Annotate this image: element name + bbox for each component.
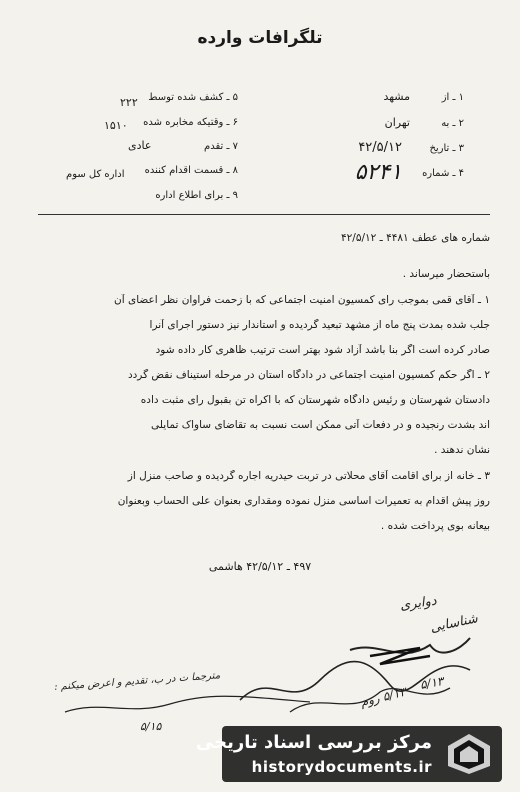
header-priority-label: ۷ ـ تقدم: [204, 141, 238, 152]
header-from-label: ۱ ـ از: [441, 92, 464, 103]
archive-logo-icon: [446, 732, 492, 776]
body-line: ۱ ـ آقای قمی بموجب رای کمسیون امنیت اجتماعی که با زحمت فراوان نظر اعضای آن: [114, 294, 490, 306]
handwritten-note: مترجما ت در ب، تقدیم و اعرض میکنم :: [53, 670, 221, 693]
reference-numbers: شماره های عطف ۴۴۸۱ ـ ۴۲/۵/۱۲: [341, 232, 490, 244]
header-decoded-label: ۵ ـ کشف شده توسط: [148, 92, 238, 103]
header-priority-value: عادی: [128, 139, 152, 152]
body-line: نشان ندهند .: [434, 444, 490, 456]
header-from-value: مشهد: [383, 90, 410, 103]
header-dept-label: ۸ ـ قسمت اقدام کننده: [144, 165, 238, 176]
header-decoded-value: ۲۲۲: [120, 96, 138, 109]
header-dept-value: اداره کل سوم: [66, 169, 125, 180]
handwritten-note: ۵/۱۵: [140, 720, 162, 733]
document-title: تلگرافات وارده: [197, 28, 323, 48]
header-date-label: ۳ ـ تاریخ: [429, 143, 464, 154]
archive-watermark: [195, 726, 502, 782]
body-line: باستحضار میرساند .: [402, 268, 490, 280]
handwritten-note: دوایری: [399, 593, 438, 614]
header-sent-value: ۱۵۱۰: [104, 119, 128, 132]
header-number-value: ۵۲۴۱: [354, 160, 402, 185]
header-to-label: ۲ ـ به: [441, 118, 464, 129]
header-divider: [38, 214, 490, 215]
header-to-value: تهران: [384, 116, 410, 129]
body-line: ۲ ـ اگر حکم کمسیون امنیت اجتماعی در دادگاه استان در مرحله استیناف نقض گردد: [127, 369, 490, 381]
handwritten-note: شناسایی: [428, 611, 480, 636]
header-date-value: ۴۲/۵/۱۲: [358, 140, 402, 155]
body-line: ۳ ـ خانه از برای اقامت آقای محلاتی در تربت حیدریه اجاره گردیده و صاحب منزل از: [127, 470, 490, 482]
body-line: بیعانه بوی پرداخت شده .: [380, 520, 490, 532]
body-line: صادر کرده است اگر بنا باشد آزاد شود بهتر است ترتیب ظاهری کار داده شود: [155, 344, 490, 356]
body-line: جلب شده بمدت پنج ماه از مشهد تبعید گردیده و استاندار نیز دستور اجرای آنرا: [149, 319, 490, 331]
handwritten-note: ۵/۱۳: [418, 674, 445, 692]
signature-scribble: [60, 690, 320, 720]
handwritten-note: ۵/۱۳ روم: [358, 684, 408, 710]
header-sent-label: ۶ ـ وقتیکه مخابره شده: [143, 117, 238, 128]
sender-code-line: ۴۹۷ ـ ۴۲/۵/۱۲ هاشمی: [208, 560, 312, 573]
body-line: اند بشدت رنجیده و در دفعات آتی ممکن است نسبت به تقاضای ساواک تمایلی: [151, 419, 490, 431]
watermark-url: historydocuments.ir: [251, 758, 432, 776]
body-line: روز پیش اقدام به تعمیرات اساسی منزل نموده ومقداری بعنوان علی الحساب وبعنوان: [117, 495, 490, 507]
watermark-title: مرکز بررسی اسناد تاریخی: [195, 732, 432, 753]
header-info-label: ۹ ـ برای اطلاع اداره: [155, 190, 238, 201]
header-number-label: ۴ ـ شماره: [422, 168, 464, 179]
body-line: دادستان شهرستان و رئیس دادگاه شهرستان که با اکراه تن بقبول رای مثبت داده: [140, 394, 490, 406]
